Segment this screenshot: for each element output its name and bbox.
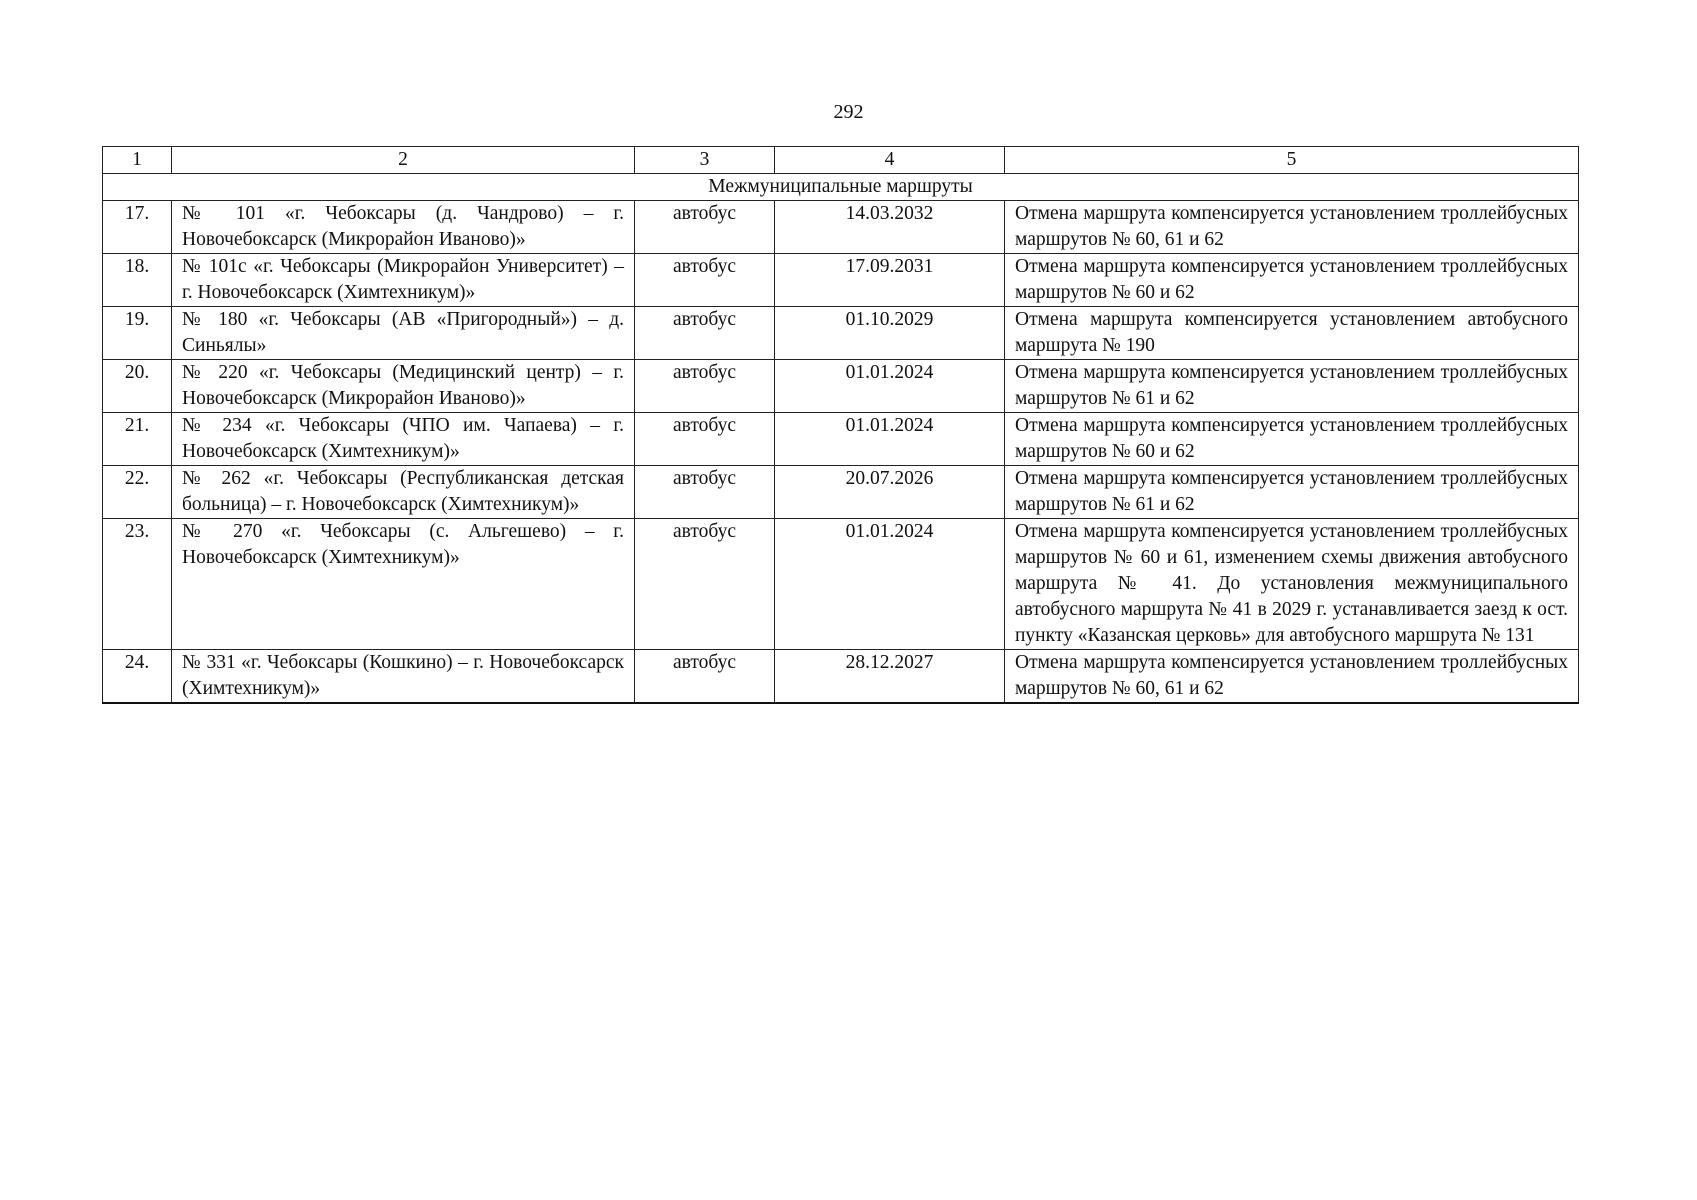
cancellation-date: 28.12.2027 (775, 650, 1005, 704)
compensation-note: Отмена маршрута компенсируется установлением троллейбусных маршрутов № 60 и 62 (1005, 413, 1579, 466)
route-name: № 234 «г. Чебоксары (ЧПО им. Чапаева) – г. Новочебоксарск (Химтехникум)» (172, 413, 635, 466)
compensation-note: Отмена маршрута компенсируется установлением троллейбусных маршрутов № 60, 61 и 62 (1005, 650, 1579, 704)
column-header-2: 2 (172, 147, 635, 174)
vehicle-type: автобус (635, 307, 775, 360)
cancellation-date: 01.01.2024 (775, 413, 1005, 466)
route-name: № 101 «г. Чебоксары (д. Чандрово) – г. Новочебоксарск (Микрорайон Иваново)» (172, 201, 635, 254)
cancellation-date: 20.07.2026 (775, 466, 1005, 519)
vehicle-type: автобус (635, 519, 775, 650)
row-number: 17. (103, 201, 172, 254)
compensation-note: Отмена маршрута компенсируется установлением троллейбусных маршрутов № 60 и 62 (1005, 254, 1579, 307)
section-row (103, 174, 1579, 201)
row-number: 22. (103, 466, 172, 519)
table-row (103, 650, 1579, 704)
compensation-note: Отмена маршрута компенсируется установлением троллейбусных маршрутов № 60 и 61, изменением схемы движения автобусного маршрута № 41. До установления межмуниципального автобусного маршрута № 41 в 2029 г. устанавливается заезд к ост. пункту «Казанская церковь» для автобусного маршрута № 131 (1005, 519, 1579, 650)
table-row (103, 413, 1579, 466)
page-number: 292 (833, 101, 864, 123)
cancellation-date: 01.10.2029 (775, 307, 1005, 360)
table-row (103, 360, 1579, 413)
compensation-note: Отмена маршрута компенсируется установлением автобусного маршрута № 190 (1005, 307, 1579, 360)
table-row (103, 519, 1579, 650)
route-name: № 220 «г. Чебоксары (Медицинский центр) – г. Новочебоксарск (Микрорайон Иваново)» (172, 360, 635, 413)
row-number: 24. (103, 650, 172, 704)
table-row (103, 201, 1579, 254)
cancellation-date: 14.03.2032 (775, 201, 1005, 254)
column-header-5: 5 (1005, 147, 1579, 174)
compensation-note: Отмена маршрута компенсируется установлением троллейбусных маршрутов № 61 и 62 (1005, 466, 1579, 519)
column-header-3: 3 (635, 147, 775, 174)
route-name: № 180 «г. Чебоксары (АВ «Пригородный») – д. Синьялы» (172, 307, 635, 360)
row-number: 21. (103, 413, 172, 466)
row-number: 20. (103, 360, 172, 413)
table-row (103, 307, 1579, 360)
routes-table (102, 146, 1579, 704)
table-row (103, 254, 1579, 307)
column-header-4: 4 (775, 147, 1005, 174)
vehicle-type: автобус (635, 254, 775, 307)
column-number-row (103, 147, 1579, 174)
compensation-note: Отмена маршрута компенсируется установлением троллейбусных маршрутов № 60, 61 и 62 (1005, 201, 1579, 254)
route-name: № 331 «г. Чебоксары (Кошкино) – г. Новочебоксарск (Химтехникум)» (172, 650, 635, 704)
cancellation-date: 01.01.2024 (775, 519, 1005, 650)
vehicle-type: автобус (635, 650, 775, 704)
section-title: Межмуниципальные маршруты (103, 174, 1579, 201)
route-name: № 270 «г. Чебоксары (с. Альгешево) – г. Новочебоксарск (Химтехникум)» (172, 519, 635, 650)
vehicle-type: автобус (635, 201, 775, 254)
compensation-note: Отмена маршрута компенсируется установлением троллейбусных маршрутов № 61 и 62 (1005, 360, 1579, 413)
cancellation-date: 01.01.2024 (775, 360, 1005, 413)
route-name: № 101с «г. Чебоксары (Микрорайон Университет) – г. Новочебоксарск (Химтехникум)» (172, 254, 635, 307)
cancellation-date: 17.09.2031 (775, 254, 1005, 307)
column-header-1: 1 (103, 147, 172, 174)
vehicle-type: автобус (635, 413, 775, 466)
row-number: 23. (103, 519, 172, 650)
row-number: 19. (103, 307, 172, 360)
row-number: 18. (103, 254, 172, 307)
table-row (103, 466, 1579, 519)
route-name: № 262 «г. Чебоксары (Республиканская детская больница) – г. Новочебоксарск (Химтехникум)» (172, 466, 635, 519)
vehicle-type: автобус (635, 466, 775, 519)
vehicle-type: автобус (635, 360, 775, 413)
